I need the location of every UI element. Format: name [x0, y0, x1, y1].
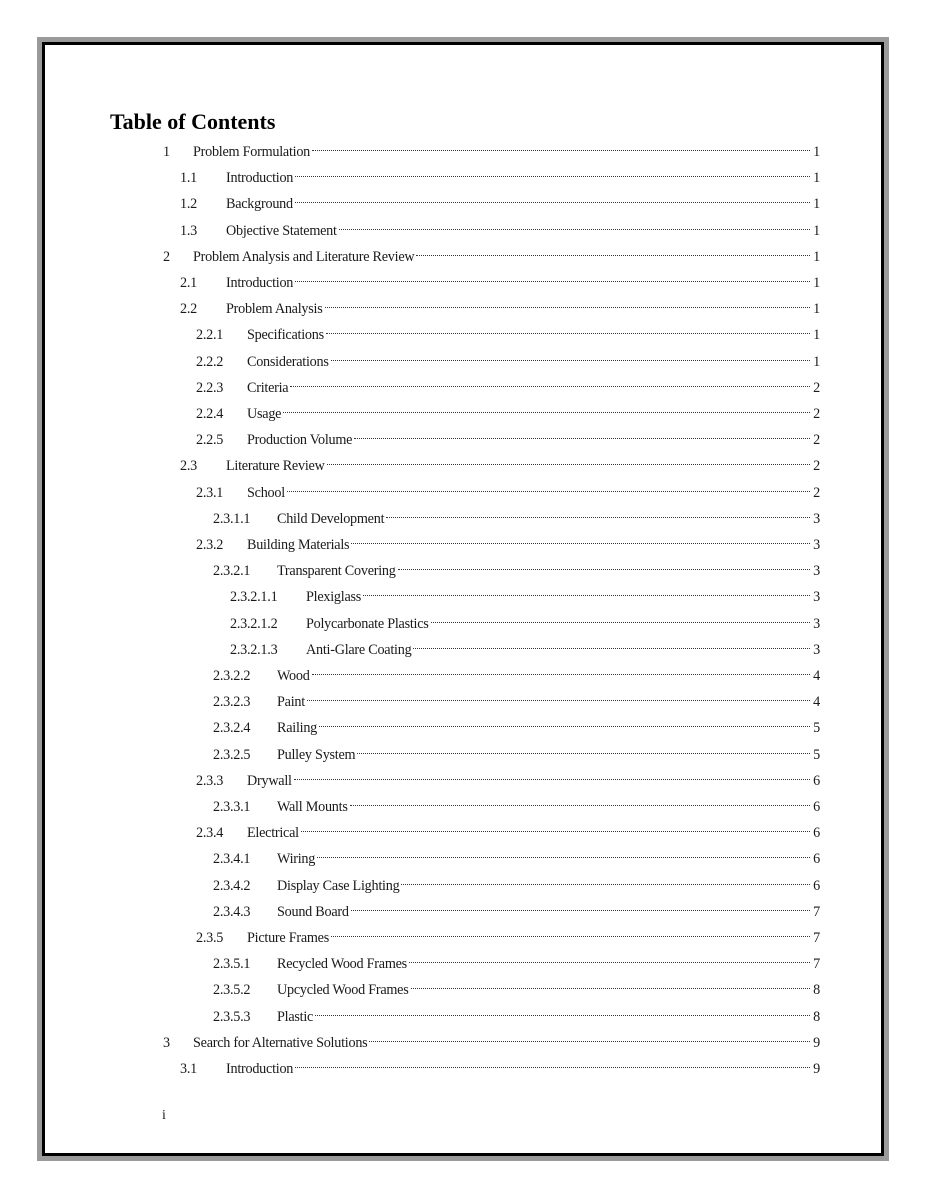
- toc-entry[interactable]: [230, 608, 820, 632]
- toc-entry-title: Problem Analysis and Literature Review: [193, 248, 415, 265]
- toc-entry-title: Introduction: [226, 1061, 294, 1077]
- toc-entry-page: 2: [813, 406, 820, 422]
- toc-entry-number: 2.3.2.1.1: [230, 589, 278, 606]
- toc-dot-leader: [369, 1027, 810, 1047]
- toc-entry-number: 2.3.5.2: [213, 982, 251, 999]
- toc-entry[interactable]: [213, 686, 820, 711]
- toc-dot-leader: [312, 660, 810, 680]
- toc-entry-page: 8: [813, 982, 820, 999]
- toc-entry[interactable]: [196, 477, 820, 501]
- toc-entry-title: Specifications: [247, 327, 324, 344]
- toc-entry[interactable]: [196, 817, 820, 842]
- toc-entry-title: Search for Alternative Solutions: [193, 1034, 368, 1051]
- toc-entry[interactable]: [196, 372, 820, 396]
- toc-entry-page: 2: [813, 484, 820, 501]
- toc-entry-page: 6: [813, 877, 820, 894]
- toc-entry-page: 3: [813, 589, 820, 606]
- toc-dot-leader: [386, 503, 810, 523]
- toc-entry-title: Objective Statement: [226, 222, 337, 239]
- toc-entry-page: 7: [813, 903, 820, 920]
- toc-entry-page: 3: [813, 537, 820, 553]
- toc-entry-page: 6: [813, 825, 820, 842]
- toc-entry[interactable]: [213, 896, 820, 920]
- toc-entry-title: Anti-Glare Coating: [306, 641, 412, 658]
- toc-entry-number: 2.3.3.1: [213, 799, 251, 815]
- toc-entry-title: Criteria: [247, 379, 289, 396]
- toc-dot-leader: [301, 817, 810, 837]
- toc-entry-number: 2.3.4.1: [213, 851, 251, 868]
- toc-entry-page: 5: [813, 746, 820, 763]
- toc-entry-number: 2.3.2.1: [213, 563, 251, 580]
- toc-entry-title: Plastic: [277, 1008, 314, 1025]
- toc-entry-number: 2.3.5: [196, 930, 224, 946]
- toc-entry[interactable]: [213, 503, 820, 527]
- toc-dot-leader: [409, 948, 810, 968]
- toc-entry[interactable]: [180, 267, 820, 291]
- toc-entry-title: Introduction: [226, 170, 294, 187]
- toc-entry-page: 1: [813, 353, 820, 370]
- toc-entry-page: 8: [813, 1008, 820, 1025]
- toc-entry-number: 2.3: [180, 458, 197, 475]
- toc-entry[interactable]: [180, 450, 820, 475]
- toc-entry-title: Pulley System: [277, 746, 356, 763]
- toc-entry-number: 2.3.2.3: [213, 694, 251, 711]
- toc-entry-page: 1: [813, 170, 820, 187]
- toc-entry[interactable]: [213, 712, 820, 737]
- toc-entry-title: Railing: [277, 720, 318, 737]
- toc-entry-number: 2.3.2.4: [213, 720, 251, 737]
- toc-entry[interactable]: [213, 555, 820, 580]
- toc-entry[interactable]: [230, 581, 820, 606]
- toc-entry-page: 2: [813, 458, 820, 475]
- toc-entry-page: 4: [813, 694, 820, 711]
- toc-entry[interactable]: [180, 188, 820, 213]
- footer-page-number: i: [162, 1108, 166, 1123]
- toc-entry-number: 2.2.4: [196, 406, 224, 422]
- toc-dot-leader: [351, 896, 810, 916]
- toc-entry-number: 1: [163, 144, 170, 160]
- toc-entry[interactable]: [213, 660, 820, 684]
- toc-entry-title: Child Development: [277, 510, 385, 527]
- toc-dot-leader: [363, 581, 810, 601]
- toc-entry-title: Problem Formulation: [193, 144, 311, 160]
- toc-dot-leader: [401, 870, 810, 890]
- toc-dot-leader: [339, 215, 810, 235]
- toc-dot-leader: [416, 241, 810, 261]
- toc-entry[interactable]: [180, 293, 820, 318]
- toc-entry-page: 3: [813, 510, 820, 527]
- toc-entry-number: 2.2.5: [196, 432, 224, 449]
- toc-entry-page: 7: [813, 956, 820, 973]
- toc-entry-page: 3: [813, 563, 820, 580]
- toc-entry-number: 2.3.3: [196, 772, 224, 789]
- toc-entry-page: 2: [813, 379, 820, 396]
- toc-dot-leader: [295, 1053, 810, 1073]
- toc-dot-leader: [319, 712, 810, 732]
- toc-title: Table of Contents: [110, 109, 276, 134]
- toc-entry-number: 2.2.2: [196, 353, 224, 370]
- toc-dot-leader: [312, 136, 810, 156]
- toc-entry-title: Drywall: [247, 772, 292, 789]
- toc-entry-number: 2.3.1.1: [213, 510, 251, 527]
- toc-dot-leader: [331, 346, 810, 366]
- toc-dot-leader: [354, 424, 810, 444]
- toc-entry-title: Introduction: [226, 275, 294, 291]
- toc-entry-title: Polycarbonate Plastics: [306, 615, 429, 632]
- toc-entry-number: 2.1: [180, 275, 197, 291]
- toc-entry[interactable]: [196, 529, 820, 553]
- toc-entry[interactable]: [213, 948, 820, 973]
- toc-entry-title: Paint: [277, 694, 305, 711]
- toc-entry-number: 2.3.5.1: [213, 956, 251, 973]
- toc-entry-title: Display Case Lighting: [277, 877, 400, 894]
- toc-entry-title: Upcycled Wood Frames: [277, 982, 409, 999]
- toc-entry[interactable]: [196, 424, 820, 449]
- toc-entry-title: Background: [226, 196, 293, 213]
- toc-entry-page: 1: [813, 301, 820, 318]
- toc-entry-title: Wall Mounts: [277, 799, 348, 815]
- toc-entry-title: Sound Board: [277, 903, 349, 920]
- toc-entry[interactable]: [180, 215, 820, 239]
- toc-entry-title: Considerations: [247, 353, 329, 370]
- toc-entry[interactable]: [196, 765, 820, 789]
- toc-entry-title: School: [247, 484, 285, 501]
- toc-entry[interactable]: [196, 398, 820, 422]
- toc-entry-number: 2.3.2: [196, 537, 224, 553]
- toc-dot-leader: [325, 293, 811, 313]
- toc-entry-number: 2.3.2.2: [213, 668, 251, 684]
- toc-entry-number: 1.3: [180, 222, 197, 239]
- toc-entry-number: 1.1: [180, 170, 197, 187]
- toc-entry-title: Production Volume: [247, 432, 353, 449]
- toc-entry-title: Transparent Covering: [277, 563, 396, 580]
- toc-dot-leader: [287, 477, 810, 497]
- toc-entry-number: 2.3.2.1.2: [230, 615, 278, 632]
- toc-entry-number: 2.3.4.2: [213, 877, 251, 894]
- toc-entry-title: Problem Analysis: [226, 301, 323, 318]
- toc-entry-number: 1.2: [180, 196, 197, 213]
- toc-entry-number: 2: [163, 248, 170, 265]
- toc-dot-leader: [327, 450, 810, 470]
- toc-entry-number: 2.2.3: [196, 379, 224, 396]
- toc-entry-title: Usage: [247, 406, 282, 422]
- toc-entry-number: 3.1: [180, 1061, 197, 1077]
- toc-dot-leader: [351, 529, 810, 549]
- toc-entry-page: 6: [813, 772, 820, 789]
- toc-dot-leader: [326, 319, 810, 339]
- toc-dot-leader: [315, 1001, 810, 1021]
- toc-entry-page: 1: [813, 144, 820, 160]
- toc-entry-page: 1: [813, 327, 820, 344]
- toc-entry-title: Building Materials: [247, 537, 350, 553]
- toc-entry[interactable]: [213, 974, 820, 999]
- toc-dot-leader: [331, 922, 810, 942]
- toc-entry-number: 2.3.1: [196, 484, 224, 501]
- toc-entry-page: 1: [813, 196, 820, 213]
- toc-entry-number: 2.2: [180, 301, 197, 318]
- toc-entry-number: 3: [163, 1034, 170, 1051]
- toc-entry-title: Recycled Wood Frames: [277, 956, 407, 973]
- toc-entry-title: Electrical: [247, 825, 299, 842]
- toc-entry[interactable]: [230, 634, 820, 658]
- toc-entry[interactable]: [213, 843, 820, 868]
- toc-entry-page: 1: [813, 222, 820, 239]
- toc-entry-number: 2.3.2.1.3: [230, 641, 278, 658]
- toc-entry[interactable]: [213, 791, 820, 815]
- toc-entry-page: 6: [813, 799, 820, 815]
- toc-entry-page: 9: [813, 1061, 820, 1077]
- toc-dot-leader: [350, 791, 810, 811]
- toc-dot-leader: [317, 843, 810, 863]
- toc-dot-leader: [294, 765, 810, 785]
- toc-entry-page: 2: [813, 432, 820, 449]
- toc-entry-title: Literature Review: [226, 458, 325, 475]
- toc-entry[interactable]: [180, 162, 820, 187]
- toc-entry[interactable]: [196, 319, 820, 344]
- toc-dot-leader: [413, 634, 810, 654]
- toc-dot-leader: [283, 398, 810, 418]
- toc-dot-leader: [411, 974, 811, 994]
- toc-dot-leader: [295, 188, 810, 208]
- toc-dot-leader: [398, 555, 810, 575]
- toc-entry[interactable]: [163, 136, 820, 160]
- toc-entry-number: 2.3.2.5: [213, 746, 251, 763]
- toc-entry-number: 2.3.4: [196, 825, 224, 842]
- toc-entry-page: 6: [813, 851, 820, 868]
- toc-entry-page: 3: [813, 615, 820, 632]
- toc-entry-page: 1: [813, 275, 820, 291]
- toc-dot-leader: [295, 267, 810, 287]
- toc-entry-page: 5: [813, 720, 820, 737]
- toc-entry-number: 2.2.1: [196, 327, 224, 344]
- toc-entry-page: 9: [813, 1034, 820, 1051]
- toc-entry-title: Plexiglass: [306, 589, 362, 606]
- toc-entry[interactable]: [163, 1027, 820, 1051]
- toc-entry[interactable]: [196, 922, 820, 946]
- toc-dot-leader: [431, 608, 810, 628]
- toc-entry-page: 7: [813, 930, 820, 946]
- toc-entry-page: 1: [813, 248, 820, 265]
- toc-dot-leader: [357, 739, 810, 759]
- toc-entry[interactable]: [196, 346, 820, 370]
- toc-dot-leader: [295, 162, 810, 182]
- toc-entry-title: Picture Frames: [247, 930, 329, 946]
- toc-entry[interactable]: [180, 1053, 820, 1077]
- toc-entry-title: Wiring: [277, 851, 316, 868]
- toc-entry-number: 2.3.5.3: [213, 1008, 251, 1025]
- toc-entry[interactable]: [213, 1001, 820, 1025]
- toc-entry-title: Wood: [277, 668, 310, 684]
- toc-entry-page: 4: [813, 668, 820, 684]
- toc-entry[interactable]: [213, 870, 820, 894]
- toc-dot-leader: [307, 686, 810, 706]
- toc-entry[interactable]: [163, 241, 820, 265]
- toc-entry[interactable]: [213, 739, 820, 763]
- toc-entry-page: 3: [813, 641, 820, 658]
- toc-entry-number: 2.3.4.3: [213, 903, 251, 920]
- toc-dot-leader: [290, 372, 810, 392]
